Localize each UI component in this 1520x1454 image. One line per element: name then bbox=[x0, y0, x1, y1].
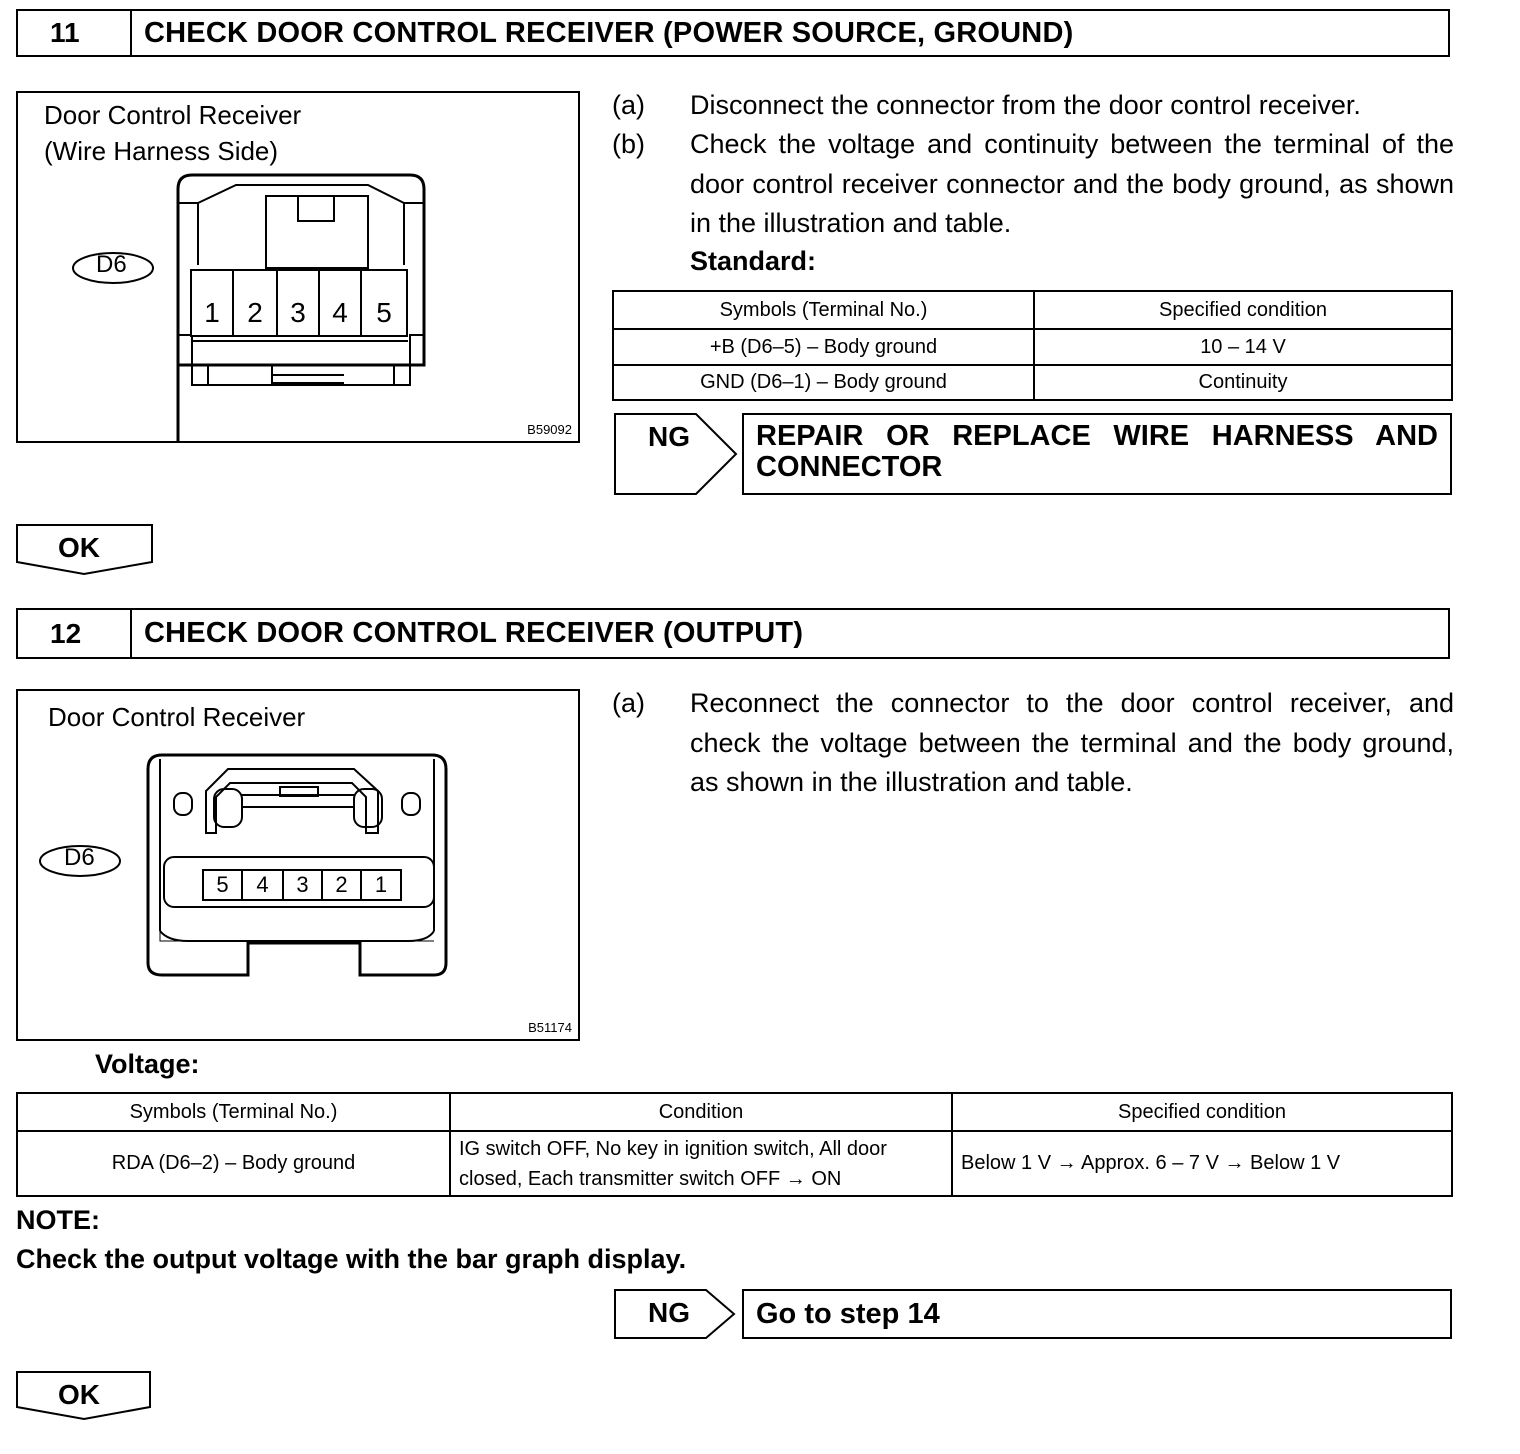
standard-label: Standard: bbox=[690, 246, 817, 276]
table-row bbox=[17, 1131, 1452, 1196]
ng-action-box: Go to step 14 bbox=[742, 1289, 1452, 1339]
step-title: CHECK DOOR CONTROL RECEIVER (OUTPUT) bbox=[144, 617, 804, 649]
note-text: Check the output voltage with the bar graph display. bbox=[16, 1244, 687, 1274]
table-header: Symbols (Terminal No.) bbox=[613, 291, 1034, 329]
connector-figure-harness-side bbox=[16, 91, 580, 443]
instruction-a bbox=[612, 86, 1454, 126]
ng-label: NG bbox=[648, 1297, 690, 1328]
ok-label: OK bbox=[58, 532, 100, 563]
table-cell: 10 – 14 V bbox=[1034, 329, 1452, 365]
connector-diagram bbox=[18, 691, 578, 1039]
terminal-4: 4 bbox=[243, 871, 284, 899]
voltage-table bbox=[16, 1092, 1453, 1197]
ng-action-box: REPAIR OR REPLACE WIRE HARNESS AND CONNECTOR bbox=[742, 413, 1452, 495]
table-header-row bbox=[613, 291, 1452, 329]
table-header: Condition bbox=[450, 1093, 952, 1131]
ng-label: NG bbox=[648, 421, 690, 452]
table-header: Specified condition bbox=[952, 1093, 1452, 1131]
terminal-1: 1 bbox=[374, 872, 388, 897]
note-label: NOTE: bbox=[16, 1205, 100, 1235]
ng-indicator bbox=[614, 413, 740, 495]
table-cell: +B (D6–5) – Body ground bbox=[613, 329, 1034, 365]
ok-indicator bbox=[16, 1371, 154, 1423]
table-header-row bbox=[17, 1093, 1452, 1131]
instruction-label: (a) bbox=[612, 90, 645, 120]
terminal-5: 5 bbox=[376, 297, 392, 328]
step-11-header bbox=[16, 9, 1450, 57]
table-row bbox=[613, 365, 1452, 400]
voltage-label: Voltage: bbox=[95, 1049, 200, 1079]
table-cell: IG switch OFF, No key in ignition switch, All door closed, Each transmitter switch OFF → ON bbox=[450, 1131, 952, 1196]
terminal-3: 3 bbox=[278, 271, 320, 335]
instruction-text: Disconnect the connector from the door control receiver. bbox=[690, 90, 1361, 120]
terminal-1: 1 bbox=[192, 271, 234, 335]
table-cell: Below 1 V → Approx. 6 – 7 V → Below 1 V bbox=[952, 1131, 1452, 1196]
table-cell: GND (D6–1) – Body ground bbox=[613, 365, 1034, 400]
instruction-text: Check the voltage and continuity between the terminal of the door control receiver connector and the body ground, as shown in the illustration and table. bbox=[690, 129, 1454, 238]
connector-figure-receiver bbox=[16, 689, 580, 1041]
instruction-text: Reconnect the connector to the door control receiver, and check the voltage between the terminal and the body ground, as shown in the illustration and table. bbox=[690, 688, 1454, 797]
instruction-label: (b) bbox=[612, 129, 645, 159]
figure-code: B59092 bbox=[527, 422, 572, 437]
terminal-2: 2 bbox=[234, 271, 278, 335]
connector-label: D6 bbox=[96, 251, 127, 278]
instruction-a bbox=[612, 684, 1454, 803]
ok-label: OK bbox=[58, 1379, 100, 1410]
table-header: Symbols (Terminal No.) bbox=[17, 1093, 450, 1131]
terminal-row bbox=[202, 869, 402, 901]
step-12-header bbox=[16, 608, 1450, 659]
figure-caption: (Wire Harness Side) bbox=[44, 136, 279, 166]
terminal-row bbox=[190, 269, 408, 337]
step-number: 11 bbox=[18, 11, 132, 55]
table-header: Specified condition bbox=[1034, 291, 1452, 329]
table-cell: RDA (D6–2) – Body ground bbox=[17, 1131, 450, 1196]
terminal-3: 3 bbox=[284, 871, 323, 899]
standard-table bbox=[612, 290, 1453, 401]
step-title: CHECK DOOR CONTROL RECEIVER (POWER SOURCE, GROUND) bbox=[144, 16, 1074, 49]
figure-caption: Door Control Receiver bbox=[44, 100, 302, 130]
connector-label: D6 bbox=[64, 844, 95, 871]
step-number: 12 bbox=[18, 610, 132, 657]
instruction-label: (a) bbox=[612, 688, 645, 718]
terminal-5: 5 bbox=[204, 871, 243, 899]
figure-caption: Door Control Receiver bbox=[48, 702, 306, 732]
terminal-2: 2 bbox=[323, 871, 362, 899]
instruction-b bbox=[612, 125, 1454, 244]
ng-indicator bbox=[614, 1289, 740, 1339]
table-cell: Continuity bbox=[1034, 365, 1452, 400]
figure-code: B51174 bbox=[528, 1020, 572, 1035]
ok-indicator bbox=[16, 524, 154, 576]
terminal-4: 4 bbox=[320, 271, 362, 335]
table-row bbox=[613, 329, 1452, 365]
